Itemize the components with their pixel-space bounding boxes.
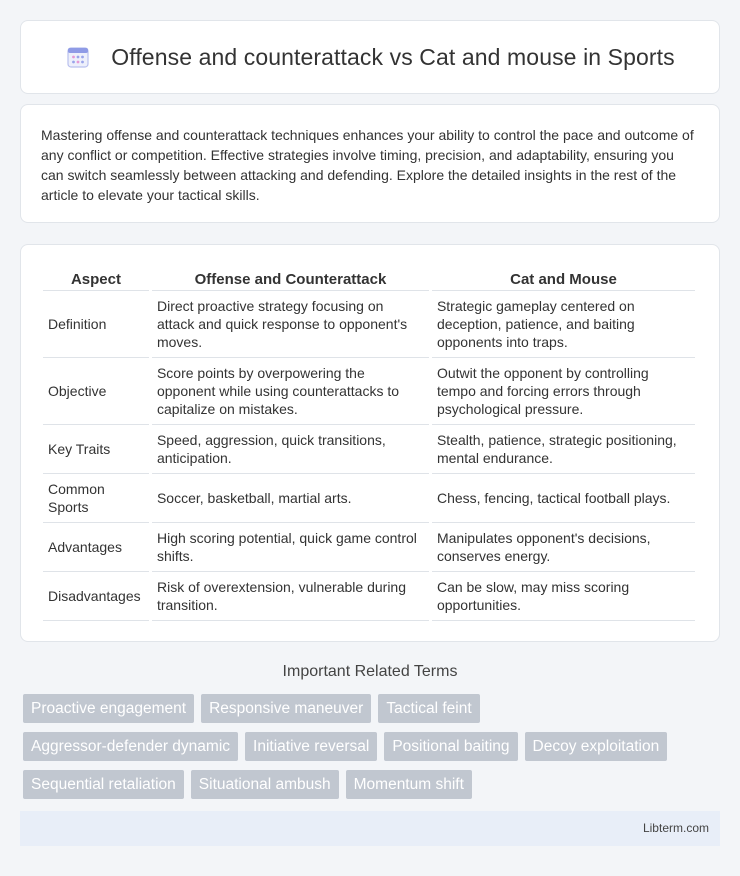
table-row [43, 291, 695, 358]
table-row [43, 358, 695, 425]
offense-cell: Score points by overpowering the opponent while using counterattacks to capitalize on mistakes. [152, 358, 429, 425]
related-term-tag[interactable]: Positional baiting [384, 732, 517, 761]
offense-cell: Speed, aggression, quick transitions, anticipation. [152, 425, 429, 474]
cat-mouse-cell: Outwit the opponent by controlling tempo and forcing errors through psychological pressure. [432, 358, 695, 425]
aspect-cell: Definition [43, 291, 149, 358]
cat-mouse-cell: Strategic gameplay centered on deception, patience, and baiting opponents into traps. [432, 291, 695, 358]
aspect-cell: Common Sports [43, 474, 149, 523]
comparison-card [20, 244, 720, 642]
table-row [43, 523, 695, 572]
cat-mouse-cell: Can be slow, may miss scoring opportunities. [432, 572, 695, 621]
offense-cell: Direct proactive strategy focusing on attack and quick response to opponent's moves. [152, 291, 429, 358]
table-row [43, 425, 695, 474]
footer [20, 811, 720, 846]
tag-row [23, 770, 720, 799]
aspect-cell: Key Traits [43, 425, 149, 474]
related-term-tag[interactable]: Sequential retaliation [23, 770, 184, 799]
related-term-tag[interactable]: Tactical feint [378, 694, 479, 723]
related-term-tag[interactable]: Responsive maneuver [201, 694, 371, 723]
offense-cell: High scoring potential, quick game control shifts. [152, 523, 429, 572]
table-header-row [43, 263, 695, 291]
related-term-tag[interactable]: Aggressor-defender dynamic [23, 732, 238, 761]
cat-mouse-cell: Stealth, patience, strategic positioning, mental endurance. [432, 425, 695, 474]
cat-mouse-cell: Chess, fencing, tactical football plays. [432, 474, 695, 523]
related-term-tag[interactable]: Situational ambush [191, 770, 339, 799]
column-header-cat-mouse: Cat and Mouse [432, 263, 695, 291]
offense-cell: Soccer, basketball, martial arts. [152, 474, 429, 523]
table-row [43, 474, 695, 523]
cat-mouse-cell: Manipulates opponent's decisions, conserves energy. [432, 523, 695, 572]
offense-cell: Risk of overextension, vulnerable during transition. [152, 572, 429, 621]
related-term-tag[interactable]: Proactive engagement [23, 694, 194, 723]
tag-row [23, 732, 720, 761]
related-term-tag[interactable]: Initiative reversal [245, 732, 377, 761]
aspect-cell: Disadvantages [43, 572, 149, 621]
comparison-table [40, 263, 698, 621]
intro-card [20, 104, 720, 223]
intro-text: Mastering offense and counterattack techniques enhances your ability to control the pace and outcome of any conflict or competition. Effective strategies involve timing, precision, and adaptability, ensuring you can switch seamlessly between attacking and defending. Explore the detailed insights in the rest of the article to elevate your tactical skills. [41, 127, 694, 203]
calendar-grid-icon [65, 44, 91, 70]
page-title: Offense and counterattack vs Cat and mouse in Sports [111, 43, 675, 70]
related-terms-title: Important Related Terms [282, 663, 458, 680]
column-header-offense: Offense and Counterattack [152, 263, 429, 291]
header-card [20, 20, 720, 94]
table-row [43, 572, 695, 621]
aspect-cell: Objective [43, 358, 149, 425]
footer-site-link[interactable]: Libterm.com [642, 821, 709, 835]
column-header-aspect: Aspect [43, 263, 149, 291]
tag-row [23, 694, 720, 723]
aspect-cell: Advantages [43, 523, 149, 572]
related-terms-list [20, 694, 720, 808]
related-term-tag[interactable]: Momentum shift [346, 770, 472, 799]
related-term-tag[interactable]: Decoy exploitation [525, 732, 668, 761]
